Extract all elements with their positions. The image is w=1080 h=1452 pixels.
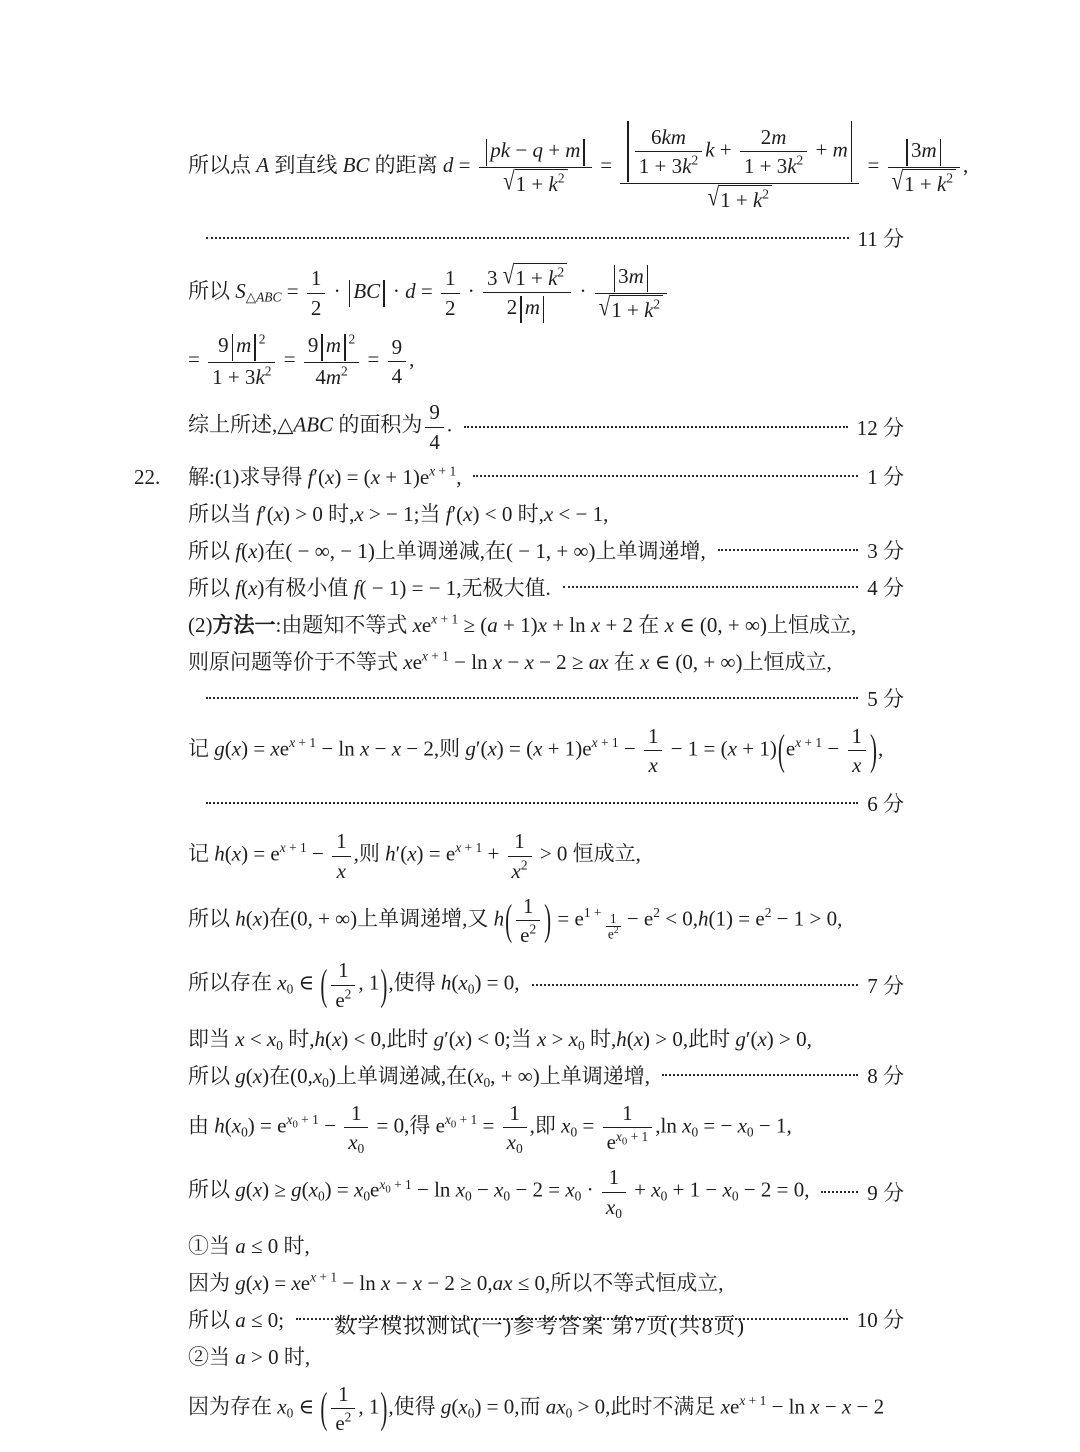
line-case2-reason [188, 1381, 904, 1437]
line-q22-monotonicity [188, 534, 904, 566]
math-content: ②当 a > 0 时, [188, 1344, 311, 1369]
math-content: 22. 解:(1)求导得 $f'(x) = (x + 1)e^{x + 1}$, [134, 463, 462, 489]
math-content: 即当 $x < x_0$ 时,h(x) < 0,此时 g′(x) < 0;当 $x > x_0$ 时,h(x) > 0,此时 g′(x) > 0, [188, 1026, 812, 1053]
line-conclusion-area [188, 399, 904, 455]
math-content: ①当 a ≤ 0 时, [188, 1233, 310, 1258]
line-q22-derivative [134, 460, 904, 492]
line-area-step1 [188, 259, 904, 323]
line-define-h [188, 828, 904, 884]
dotted-leader [532, 984, 859, 986]
line-case1-reason [188, 1266, 904, 1298]
math-content: 所以当 f′(x) > 0 时,x > − 1;当 f′(x) < 0 时,x < − 1, [188, 501, 609, 526]
line-distance-formula [188, 121, 969, 213]
dotted-leader [718, 549, 859, 551]
dotted-leader [473, 475, 858, 477]
math-content: 所以 f(x)在( − ∞, − 1)上单调递减,在( − 1, + ∞)上单调递增, [188, 538, 706, 563]
line-part2-method1 [188, 608, 904, 640]
score-label: 3 分 [867, 538, 904, 563]
math-content: 所以 h(x)在(0, + ∞)上单调递增,又 h( $\frac{1}{e^2}$ ) = $e^{1 + \frac{1}{e^2}}$ − $e^2 < 0,h(1) = e^2 - 1 > 0$, [188, 893, 843, 948]
math-content: 所以 g(x)在$(0,x_0)$上单调递减,在($x_0$, + ∞)上单调递增, [188, 1063, 650, 1090]
math-content: 所以 $S_{\triangle ABC}$ = $\frac{1}{2}$ · BC · d = $\frac{1}{2}$ · $\frac{3 √1 + k^2}{2 m}$ · $\frac{3m}{√1 + k^2}$ [188, 263, 670, 323]
line-sign-of-g-prime [188, 1022, 904, 1054]
line-h-monotonic [188, 893, 904, 949]
line-leader-11 [188, 222, 904, 254]
score-label: 9 分 [867, 1181, 904, 1206]
line-g-minimum-zero [188, 1164, 904, 1220]
dotted-leader [821, 1191, 858, 1193]
line-q22-sign-analysis [188, 497, 904, 529]
score-label: 10 分 [856, 1307, 904, 1332]
page-footer: 数学模拟测试(一)参考答案 第7页(共8页) [334, 1314, 746, 1338]
math-content: (2)方法一:由题知不等式 $xe^{x + 1} \ge (a + 1)x + \ln x + 2$ 在 x ∈ (0, + ∞)上恒成立, [188, 611, 857, 637]
line-leader-5 [188, 682, 904, 714]
math-content: 所以 a ≤ 0; [188, 1307, 285, 1332]
score-label: 12 分 [856, 416, 904, 441]
line-equivalent-inequality [188, 645, 904, 677]
dotted-leader [206, 697, 858, 699]
score-label: 1 分 [867, 464, 904, 489]
line-case1-header [188, 1229, 904, 1261]
dotted-leader [464, 426, 848, 428]
math-content: 因为存在 $x_0$ ∈ ( $\frac{1}{e^2}$ , 1),使得 $g(x_0) = 0$,而 $ax_0 > 0$,此时不满足 $xe^{x + 1} - \ln x - x - 2$ [188, 1381, 885, 1436]
dotted-leader [206, 802, 858, 804]
math-content: 所以 f(x)有极小值 f( − 1) = − 1,无极大值. [188, 575, 551, 600]
math-content: 因为 $g(x) = xe^{x + 1} - \ln x - x - 2 \ge 0,ax \le 0$,所以不等式恒成立, [188, 1269, 724, 1295]
dotted-leader [206, 237, 849, 239]
math-content: 所以 $g(x) \ge g(x_0) = x_0e^{x_0 + 1} - \ln x_0 - x_0 - 2 = x_0$ · $\frac{1}{x_0}$ + $x_0 + 1 - x_0 - 2 = 0$, [188, 1165, 810, 1221]
dotted-leader [563, 586, 858, 588]
score-label: 8 分 [867, 1063, 904, 1088]
score-label: 6 分 [867, 792, 904, 817]
math-content: 记 $h(x) = e^{x + 1}$ − $\frac{1}{x}$ ,则 $h'(x) = e^{x + 1}$ + $\frac{1}{x^2}$ > 0 恒成立, [188, 829, 641, 883]
math-content: 则原问题等价于不等式 $xe^{x + 1} - \ln x - x - 2$ ≥ ax 在 x ∈ (0, + ∞)上恒成立, [188, 648, 832, 674]
math-content: = $\frac{9 m ^2}{1 + 3k^2}$ = $\frac{9 m ^2}{4m^2}$ = $\frac{9}{4}$ , [188, 331, 415, 390]
math-content: 记 $g(x) = xe^{x + 1} - \ln x - x - 2$,则 $g'(x) = (x + 1)e^{x + 1}$ − $\frac{1}{x}$ − $1 = (x + 1)(e^{x + 1}$ − $\frac{1}{x}$ ), [188, 723, 884, 778]
math-content: 综上所述,△ABC 的面积为 $\frac{9}{4}$ . [188, 400, 453, 454]
line-area-step2 [188, 332, 904, 390]
line-case2-header [188, 1340, 904, 1372]
score-label: 7 分 [867, 974, 904, 999]
line-x0-relations [188, 1100, 904, 1156]
dotted-leader [662, 1074, 858, 1076]
score-label: 4 分 [867, 575, 904, 600]
math-content: 由 $h(x_0) = e^{x_0 + 1}$ − $\frac{1}{x_0}$ = 0,得 $e^{x_0 + 1}$ = $\frac{1}{x_0}$ ,即 $x_0$ = $\frac{1}{e^{x_0 + 1}}$ ,ln $x_0$ = − $x_0 - 1$, [188, 1100, 792, 1156]
score-label: 5 分 [867, 686, 904, 711]
line-define-g [188, 723, 904, 779]
line-g-monotonicity [188, 1059, 904, 1091]
line-q22-extremum [188, 571, 904, 603]
math-content: 所以存在 $x_0$ ∈ ( $\frac{1}{e^2}$ , 1),使得 $h(x_0) = 0$, [188, 958, 520, 1012]
line-leader-6 [188, 787, 904, 819]
math-content: 所以点 A 到直线 BC 的距离 d = $\frac{pk - q + m}{√1 + k^2}$ = $\frac{6km}{1 + 3k^2}$ k + $\frac{2m}{1 + 3k^2}$ + m $√1 + k^2$ = $\frac{3m}{√1 + k^2}$ , [188, 121, 968, 213]
line-exists-x0 [188, 957, 904, 1013]
score-label: 11 分 [857, 227, 904, 252]
